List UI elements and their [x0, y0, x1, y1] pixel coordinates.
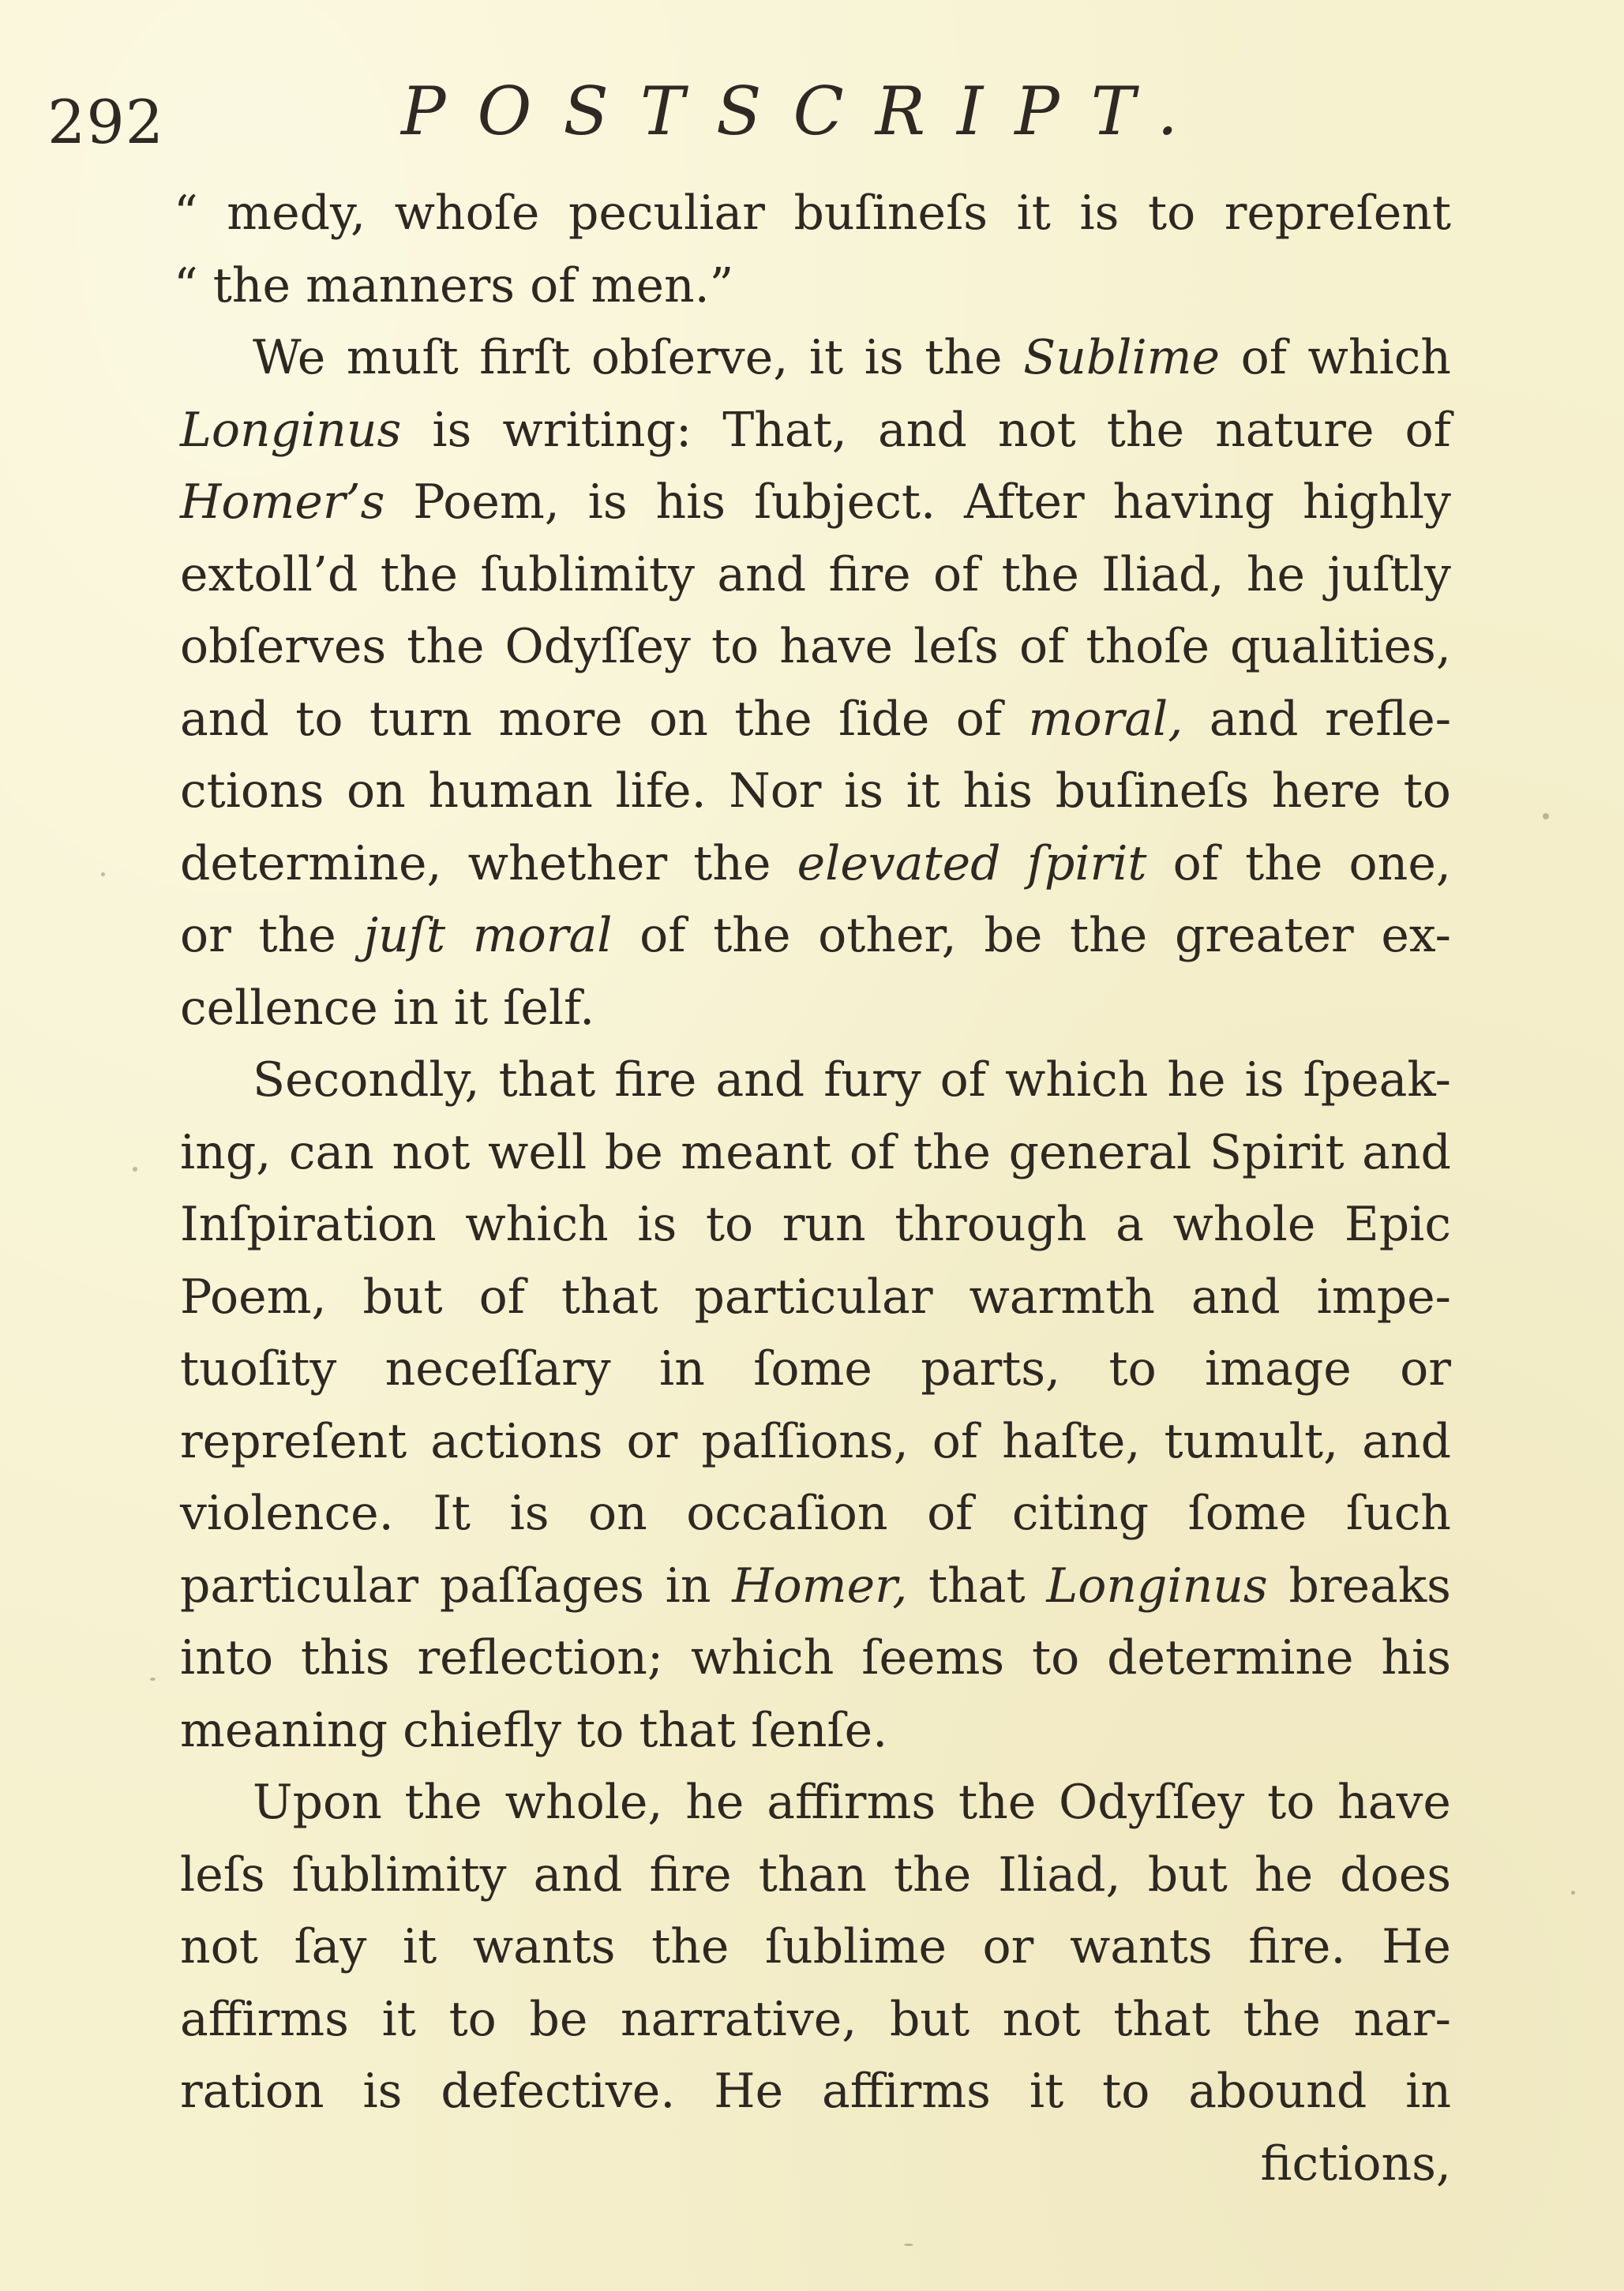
word: and [1209, 691, 1299, 747]
word: the [1070, 908, 1148, 963]
text-line [180, 1117, 1451, 1190]
word: he [1167, 1052, 1226, 1108]
word: or [982, 1919, 1034, 1974]
word: not [392, 1124, 471, 1180]
word: defective. [441, 2064, 676, 2119]
word: is [1079, 186, 1120, 241]
word: the [407, 619, 485, 674]
word: Homer’s [180, 474, 385, 530]
word: of [639, 908, 686, 963]
word: nar- [1353, 1991, 1451, 2047]
word: to [448, 1991, 497, 2047]
word: human [428, 763, 593, 819]
word: Nor [729, 763, 822, 819]
word: the [1245, 835, 1323, 891]
word: ſpirit [1026, 835, 1147, 891]
word: general [1008, 1124, 1192, 1180]
text-line [180, 2056, 1451, 2128]
word: Longinus [180, 402, 402, 458]
text-line [180, 973, 1451, 1045]
paper-speck [904, 2244, 913, 2246]
word: is [587, 474, 628, 530]
page-header [47, 73, 1547, 167]
word: is [509, 1486, 549, 1541]
text-line [180, 322, 1451, 395]
word: That, [722, 402, 847, 458]
word: the [958, 1775, 1037, 1830]
word: Upon [253, 1775, 382, 1830]
text-line [180, 756, 1451, 828]
word: ſenſe. [751, 1702, 888, 1758]
word: of [1240, 330, 1287, 385]
word: to [576, 1702, 624, 1758]
text-line [180, 1550, 1451, 1623]
word: to [711, 619, 759, 674]
word: buſineſs [793, 186, 988, 241]
word: not [180, 1919, 258, 1974]
word: paſſions, [701, 1413, 909, 1469]
word: to [705, 1197, 754, 1252]
word: He [714, 2064, 784, 2119]
text-line [180, 900, 1451, 973]
word: occaſion [686, 1486, 888, 1541]
word: than [758, 1847, 867, 1903]
word: haſte, [1002, 1413, 1141, 1469]
word: He [1382, 1919, 1451, 1974]
word: obſerve, [591, 330, 789, 385]
word: particular [180, 1558, 419, 1614]
word: it [1016, 186, 1051, 241]
word: ſublimity [480, 546, 696, 602]
word: be [604, 1124, 663, 1180]
page-number: 292 [47, 87, 165, 157]
word: Epic [1344, 1197, 1451, 1252]
word: ſubject. [753, 474, 936, 530]
word: to [1108, 1341, 1157, 1397]
text-line [180, 1767, 1451, 1839]
word: and [1362, 1413, 1451, 1469]
word: wants [472, 1919, 616, 1974]
word: be [984, 908, 1043, 963]
word: the [1243, 1991, 1321, 2047]
word: that [928, 1558, 1026, 1614]
word: can [288, 1124, 374, 1180]
word: to [1147, 186, 1196, 241]
word: having [1112, 474, 1275, 530]
word: in [392, 980, 439, 1036]
word: obſerves [180, 619, 387, 674]
word: life. [615, 763, 707, 819]
word: thoſe [1086, 619, 1210, 674]
word: his [655, 474, 726, 530]
word: and [1362, 1124, 1451, 1180]
word: violence. [180, 1486, 394, 1541]
word: it [402, 1919, 437, 1974]
word: buſineſs [1055, 763, 1250, 819]
word: Spirit [1209, 1124, 1345, 1180]
word: Odyſſey [504, 619, 691, 674]
word: peculiar [568, 186, 765, 241]
word: the [713, 908, 791, 963]
word: fictions, [1260, 2135, 1451, 2192]
word: it [808, 330, 844, 385]
word: juſt [363, 908, 446, 963]
text-line [180, 828, 1451, 901]
word: the [404, 1775, 482, 1830]
word: actions [430, 1413, 603, 1469]
word: of [932, 1413, 979, 1469]
word: meant [681, 1124, 832, 1180]
word: in [1405, 2064, 1451, 2119]
word: which [1307, 330, 1451, 385]
word: warmth [969, 1269, 1155, 1325]
word: fire [828, 546, 911, 602]
paper-speck [150, 1678, 156, 1681]
word: the [258, 908, 336, 963]
word: greater [1175, 908, 1354, 963]
word: extoll’d [180, 546, 358, 602]
word: but [1147, 1847, 1228, 1903]
word: here [1271, 763, 1382, 819]
word: this [300, 1630, 390, 1685]
word: medy, [227, 186, 366, 241]
word: fire [649, 1847, 732, 1903]
paper-speck [133, 1167, 137, 1172]
word: the [734, 691, 812, 747]
word: chiefly [403, 1702, 561, 1758]
word: that [561, 1269, 658, 1325]
text-line [180, 1695, 1451, 1768]
word: impe- [1316, 1269, 1451, 1325]
word: fury [823, 1052, 921, 1108]
word: turn [369, 691, 473, 747]
word: muſt [346, 330, 459, 385]
word: fire [614, 1052, 697, 1108]
word: in [659, 1341, 705, 1397]
word: to [295, 691, 343, 747]
word: the [212, 257, 291, 313]
word: ſublimity [291, 1847, 507, 1903]
word: it [1029, 2064, 1064, 2119]
word: the [1001, 546, 1079, 602]
punctuation: , [1168, 691, 1183, 747]
word: well [487, 1124, 587, 1180]
word: is [844, 763, 884, 819]
word: parts, [921, 1341, 1061, 1397]
word: particular [694, 1269, 933, 1325]
word: reflection; [417, 1630, 664, 1685]
word: meaning [180, 1702, 388, 1758]
word: not [1002, 1991, 1081, 2047]
word: abound [1188, 2064, 1367, 2119]
word: in [665, 1558, 711, 1614]
word: manners [306, 257, 516, 313]
word: citing [1011, 1486, 1150, 1541]
word: qualities, [1230, 619, 1451, 674]
word: is [864, 330, 904, 385]
word: juſtly [1327, 546, 1451, 602]
word: not [997, 402, 1076, 458]
word: Homer, [732, 1558, 908, 1614]
word: he [1254, 1847, 1314, 1903]
word: and [180, 691, 269, 747]
word: his [1381, 1630, 1451, 1685]
word: It [433, 1486, 471, 1541]
text-line [180, 611, 1451, 684]
word: is [432, 402, 472, 458]
word: he [685, 1775, 744, 1830]
text-line [180, 395, 1451, 467]
word: ctions [180, 763, 324, 819]
word: affirms [180, 1991, 349, 2047]
word: or [1400, 1341, 1451, 1397]
word: ration [180, 2064, 324, 2119]
word: of [1172, 835, 1219, 891]
word: ing, [180, 1124, 272, 1180]
word: Iliad, [1101, 546, 1225, 602]
text-line [180, 467, 1451, 539]
word: through [895, 1197, 1087, 1252]
word: Sublime [1023, 330, 1221, 385]
word: a [1116, 1197, 1144, 1252]
word: wants [1069, 1919, 1213, 1974]
word: to [1267, 1775, 1315, 1830]
word: of [1405, 402, 1451, 458]
word: Odyſſey [1059, 1775, 1245, 1830]
word: repreſent [180, 1413, 407, 1469]
text-line [180, 1622, 1451, 1695]
word: one, [1348, 835, 1451, 891]
word: and [717, 546, 807, 602]
word: ſide [838, 691, 930, 747]
word: refle- [1325, 691, 1451, 747]
punctuation: , [892, 1558, 908, 1614]
word: of [1018, 619, 1066, 674]
body-text [174, 178, 1451, 2200]
word: affirms [822, 2064, 991, 2119]
word: is [362, 2064, 403, 2119]
word: elevated [797, 835, 1001, 891]
paper-speck [1543, 813, 1549, 819]
word: repreſent [1224, 186, 1451, 241]
word: “ [174, 186, 198, 241]
text-line [180, 1044, 1451, 1117]
word: whoſe [394, 186, 540, 241]
paper-speck [101, 872, 105, 876]
word: “ [174, 257, 198, 313]
text-line [180, 684, 1451, 756]
word: which [1004, 1052, 1149, 1108]
word: of [955, 691, 1003, 747]
word: Iliad, [998, 1847, 1121, 1903]
word: ſublime [764, 1919, 947, 1974]
word: but [362, 1269, 443, 1325]
word: nature [1215, 402, 1375, 458]
word: Inſpiration [180, 1197, 437, 1252]
word: the [925, 330, 1003, 385]
word: breaks [1288, 1558, 1451, 1614]
word: the [913, 1124, 991, 1180]
word: of [849, 1124, 896, 1180]
word: other, [818, 908, 957, 963]
word: Poem, [180, 1269, 327, 1325]
word: moral [472, 908, 613, 963]
word: firſt [479, 330, 571, 385]
paper-speck [1571, 1891, 1575, 1895]
text-line [180, 1911, 1451, 1984]
word: on [649, 691, 708, 747]
word: of [927, 1486, 973, 1541]
word: but [889, 1991, 970, 2047]
running-head: POSTSCRIPT. [401, 73, 1210, 150]
word: determine [1107, 1630, 1354, 1685]
word: highly [1302, 474, 1451, 530]
word: men.” [591, 257, 734, 313]
word: of [932, 546, 980, 602]
word: whole [1172, 1197, 1316, 1252]
word: ſelf. [503, 980, 595, 1036]
word: which [465, 1197, 609, 1252]
word: does [1340, 1847, 1451, 1903]
word: Poem, [413, 474, 560, 530]
word: affirms [767, 1775, 936, 1830]
word: is [1244, 1052, 1285, 1108]
word: and [877, 402, 967, 458]
word: We [253, 330, 326, 385]
word: ſome [1187, 1486, 1307, 1541]
text-line [180, 1478, 1451, 1550]
text-line [180, 2128, 1451, 2201]
word: neceſſary [384, 1341, 611, 1397]
word: and [1191, 1269, 1281, 1325]
word: ſay [294, 1919, 367, 1974]
word: or [180, 908, 231, 963]
word: he [1246, 546, 1305, 602]
text-line [180, 539, 1451, 612]
word: determine, [180, 835, 442, 891]
word: his [962, 763, 1033, 819]
word: and [715, 1052, 805, 1108]
word: which [690, 1630, 835, 1685]
word: into [180, 1630, 274, 1685]
text-line [174, 178, 1451, 250]
word: it [453, 980, 489, 1036]
word: of [478, 1269, 525, 1325]
word: Longinus [1046, 1558, 1268, 1614]
word: to [1102, 2064, 1150, 2119]
text-line [180, 1839, 1451, 1912]
word: the [651, 1919, 729, 1974]
word: to [1032, 1630, 1080, 1685]
text-line [174, 250, 1451, 323]
word: more [498, 691, 623, 747]
word: leſs [180, 1847, 265, 1903]
word: that [639, 1702, 737, 1758]
word: image [1205, 1341, 1352, 1397]
text-line [180, 1406, 1451, 1479]
word: After [963, 474, 1085, 530]
word: the [693, 835, 771, 891]
word: ſome [753, 1341, 872, 1397]
word: have [779, 619, 894, 674]
word: it [906, 763, 940, 819]
word: of [530, 257, 576, 313]
word: be [529, 1991, 588, 2047]
word: cellence [180, 980, 378, 1036]
word: or [626, 1413, 678, 1469]
word: paſſages [439, 1558, 644, 1614]
word: that [1113, 1991, 1210, 2047]
word: of [940, 1052, 986, 1108]
word: ſeems [861, 1630, 1005, 1685]
word: on [588, 1486, 647, 1541]
word: the [380, 546, 459, 602]
word: whole, [504, 1775, 663, 1830]
word: ſuch [1345, 1486, 1451, 1541]
word: ex- [1381, 908, 1451, 963]
word: it [381, 1991, 416, 2047]
word: the [893, 1847, 972, 1903]
word: whether [467, 835, 668, 891]
word: writing: [502, 402, 692, 458]
text-line [180, 1984, 1451, 2057]
word: have [1337, 1775, 1451, 1830]
word: ſpeak- [1303, 1052, 1451, 1108]
word: tumult, [1164, 1413, 1339, 1469]
text-line [180, 1262, 1451, 1334]
word: that [498, 1052, 596, 1108]
word: to [1403, 763, 1451, 819]
word: run [782, 1197, 866, 1252]
word: is [637, 1197, 677, 1252]
word: tuoſity [180, 1341, 337, 1397]
word: Secondly, [253, 1052, 480, 1108]
word: fire. [1248, 1919, 1346, 1974]
word: and [533, 1847, 623, 1903]
text-line [180, 1333, 1451, 1406]
text-line [180, 1189, 1451, 1262]
word: the [1106, 402, 1185, 458]
word: on [347, 763, 406, 819]
word: moral, [1028, 691, 1183, 747]
word: leſs [913, 619, 999, 674]
word: narrative, [621, 1991, 857, 2047]
